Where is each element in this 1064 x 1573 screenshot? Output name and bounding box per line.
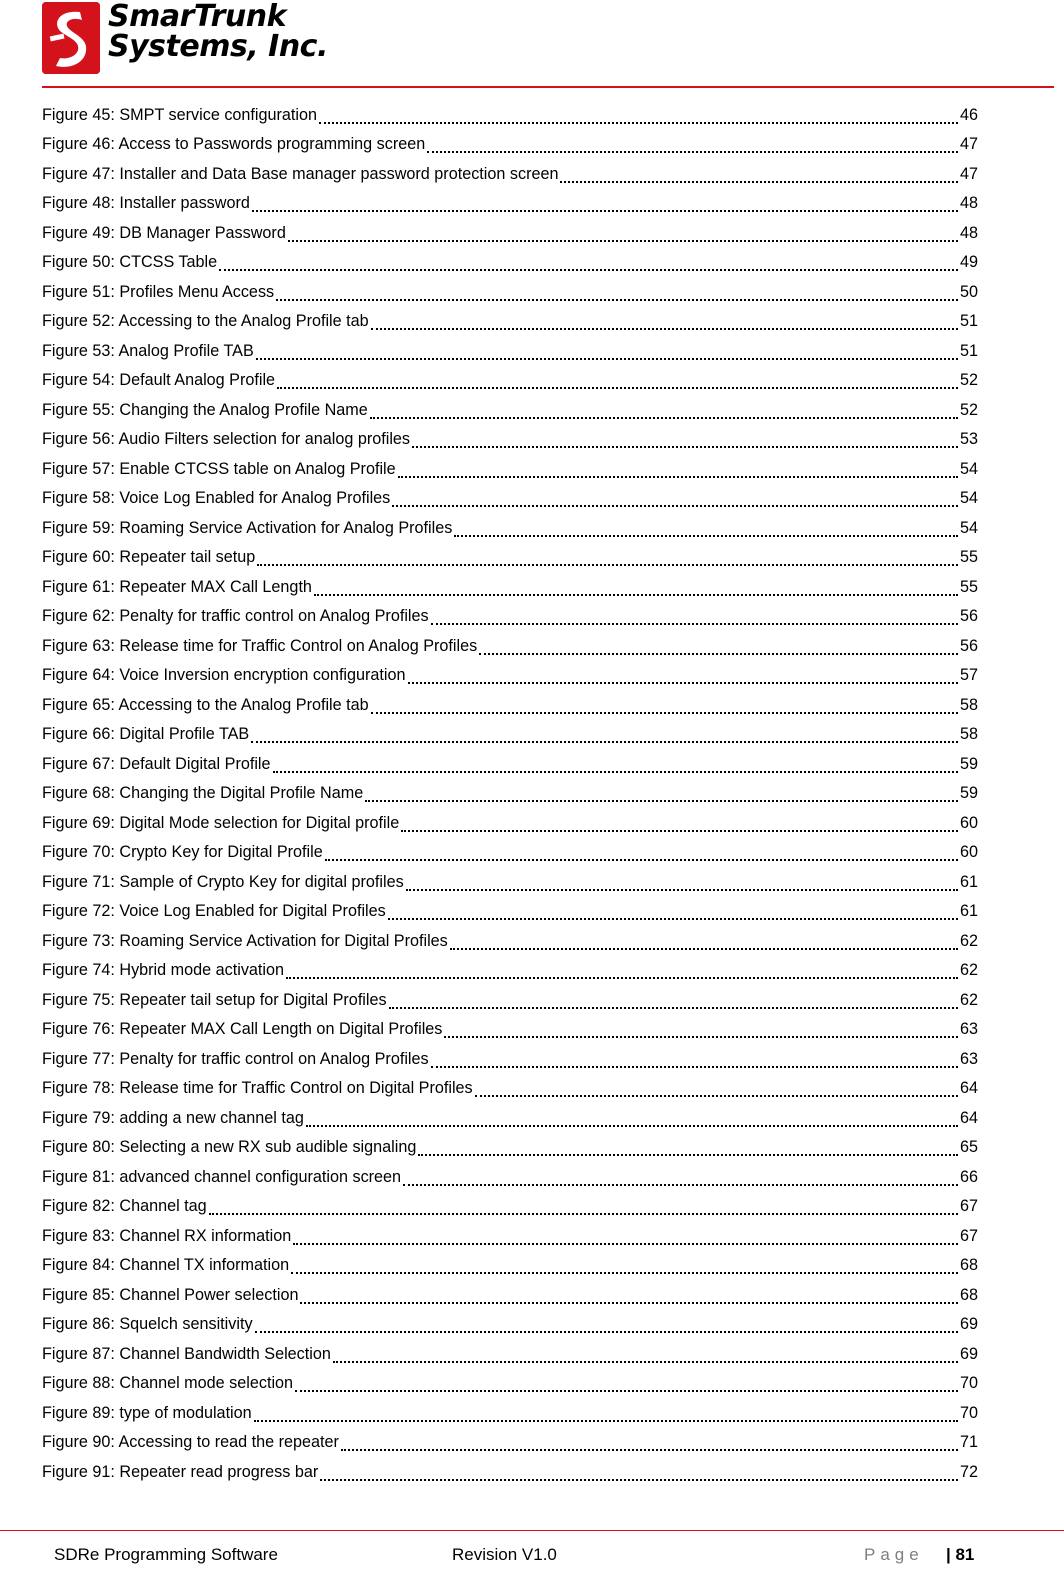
toc-entry[interactable] — [42, 484, 978, 514]
toc-entry-page: 54 — [959, 459, 978, 478]
toc-entry[interactable] — [42, 690, 978, 720]
toc-entry-label: Figure 57: Enable CTCSS table on Analog Profile — [42, 459, 396, 478]
toc-entry-label: Figure 56: Audio Filters selection for analog profiles — [42, 430, 411, 449]
toc-entry-page: 70 — [959, 1403, 978, 1422]
toc-entry-page: 49 — [959, 253, 978, 272]
toc-entry-label: Figure 50: CTCSS Table — [42, 253, 218, 272]
toc-dot-leader — [392, 505, 958, 507]
footer-doc-title: SDRe Programming Software — [54, 1545, 278, 1564]
toc-entry[interactable] — [42, 808, 978, 838]
toc-entry-label: Figure 70: Crypto Key for Digital Profile — [42, 843, 323, 862]
toc-entry-label: Figure 66: Digital Profile TAB — [42, 725, 250, 744]
toc-entry-label: Figure 86: Squelch sensitivity — [42, 1315, 253, 1334]
toc-dot-leader — [319, 122, 958, 124]
toc-dot-leader — [454, 535, 958, 537]
toc-entry-label: Figure 82: Channel tag — [42, 1197, 207, 1216]
toc-entry[interactable] — [42, 956, 978, 986]
toc-dot-leader — [306, 1125, 958, 1127]
toc-dot-leader — [325, 859, 958, 861]
toc-entry-label: Figure 87: Channel Bandwidth Selection — [42, 1344, 331, 1363]
toc-entry[interactable] — [42, 749, 978, 779]
header-divider — [42, 86, 1054, 88]
toc-entry[interactable] — [42, 425, 978, 455]
toc-entry-page: 58 — [959, 725, 978, 744]
toc-entry-page: 47 — [959, 135, 978, 154]
page-header — [0, 0, 1064, 88]
toc-entry-page: 62 — [959, 990, 978, 1009]
toc-entry-label: Figure 90: Accessing to read the repeater — [42, 1433, 339, 1452]
toc-dot-leader — [406, 889, 958, 891]
toc-entry-label: Figure 45: SMPT service configuration — [42, 105, 318, 124]
toc-entry-label: Figure 89: type of modulation — [42, 1403, 252, 1422]
toc-entry-page: 59 — [959, 754, 978, 773]
toc-dot-leader — [560, 181, 958, 183]
toc-dot-leader — [291, 1272, 958, 1274]
toc-entry-page: 56 — [959, 607, 978, 626]
toc-dot-leader — [389, 1007, 958, 1009]
toc-entry[interactable] — [42, 159, 978, 189]
toc-dot-leader — [479, 653, 958, 655]
toc-entry-page: 62 — [959, 931, 978, 950]
toc-entry-label: Figure 64: Voice Inversion encryption configuration — [42, 666, 406, 685]
toc-entry-page: 63 — [959, 1049, 978, 1068]
toc-dot-leader — [288, 240, 958, 242]
toc-entry[interactable] — [42, 1339, 978, 1369]
toc-entry-page: 65 — [959, 1138, 978, 1157]
toc-entry-label: Figure 47: Installer and Data Base manager password protection screen — [42, 164, 559, 183]
toc-entry-label: Figure 74: Hybrid mode activation — [42, 961, 285, 980]
toc-entry-label: Figure 55: Changing the Analog Profile Name — [42, 400, 368, 419]
toc-entry[interactable] — [42, 602, 978, 632]
toc-dot-leader — [370, 417, 958, 419]
toc-dot-leader — [444, 1036, 958, 1038]
toc-entry-page: 55 — [959, 577, 978, 596]
toc-entry-page: 64 — [959, 1079, 978, 1098]
toc-entry-label: Figure 75: Repeater tail setup for Digital Profiles — [42, 990, 387, 1009]
toc-entry-page: 54 — [959, 489, 978, 508]
table-of-figures — [42, 100, 978, 1487]
toc-entry[interactable] — [42, 1457, 978, 1487]
toc-dot-leader — [277, 387, 958, 389]
toc-dot-leader — [341, 1449, 958, 1451]
toc-entry-page: 57 — [959, 666, 978, 685]
toc-dot-leader — [398, 476, 958, 478]
toc-entry-label: Figure 60: Repeater tail setup — [42, 548, 256, 567]
toc-entry-page: 52 — [959, 371, 978, 390]
toc-entry-page: 71 — [959, 1433, 978, 1452]
toc-entry-page: 51 — [959, 312, 978, 331]
toc-entry-page: 68 — [959, 1256, 978, 1275]
toc-entry-page: 46 — [959, 105, 978, 124]
toc-dot-leader — [300, 1302, 958, 1304]
toc-entry-label: Figure 54: Default Analog Profile — [42, 371, 276, 390]
toc-entry[interactable] — [42, 454, 978, 484]
toc-entry-page: 61 — [959, 872, 978, 891]
toc-dot-leader — [412, 446, 958, 448]
footer-divider — [0, 1530, 1064, 1531]
toc-entry[interactable] — [42, 867, 978, 897]
toc-entry-page: 50 — [959, 282, 978, 301]
toc-entry[interactable] — [42, 277, 978, 307]
toc-entry[interactable] — [42, 543, 978, 573]
toc-entry[interactable] — [42, 985, 978, 1015]
toc-entry-page: 51 — [959, 341, 978, 360]
toc-entry-label: Figure 69: Digital Mode selection for Digital profile — [42, 813, 400, 832]
toc-dot-leader — [219, 269, 958, 271]
toc-entry[interactable] — [42, 130, 978, 160]
toc-entry-page: 48 — [959, 223, 978, 242]
smartrunk-s-logo-icon — [42, 2, 100, 74]
toc-entry[interactable] — [42, 1280, 978, 1310]
toc-entry-page: 60 — [959, 813, 978, 832]
toc-entry-page: 52 — [959, 400, 978, 419]
toc-entry[interactable] — [42, 1221, 978, 1251]
toc-entry[interactable] — [42, 395, 978, 425]
toc-entry-label: Figure 85: Channel Power selection — [42, 1285, 299, 1304]
toc-entry-label: Figure 53: Analog Profile TAB — [42, 341, 254, 360]
toc-entry[interactable] — [42, 189, 978, 219]
toc-entry-label: Figure 52: Accessing to the Analog Profile tab — [42, 312, 369, 331]
toc-entry[interactable] — [42, 897, 978, 927]
toc-entry[interactable] — [42, 631, 978, 661]
toc-entry-label: Figure 63: Release time for Traffic Control on Analog Profiles — [42, 636, 478, 655]
toc-entry-label: Figure 58: Voice Log Enabled for Analog Profiles — [42, 489, 391, 508]
toc-entry[interactable] — [42, 307, 978, 337]
toc-entry[interactable] — [42, 1428, 978, 1458]
toc-entry[interactable] — [42, 926, 978, 956]
toc-entry-label: Figure 67: Default Digital Profile — [42, 754, 271, 773]
toc-entry-label: Figure 65: Accessing to the Analog Profile tab — [42, 695, 369, 714]
toc-dot-leader — [209, 1213, 958, 1215]
toc-dot-leader — [418, 1154, 958, 1156]
toc-entry[interactable] — [42, 218, 978, 248]
toc-entry-page: 66 — [959, 1167, 978, 1186]
toc-entry-page: 64 — [959, 1108, 978, 1127]
toc-entry[interactable] — [42, 1192, 978, 1222]
toc-dot-leader — [293, 1243, 958, 1245]
toc-entry-label: Figure 81: advanced channel configuration screen — [42, 1167, 402, 1186]
toc-entry-label: Figure 73: Roaming Service Activation for Digital Profiles — [42, 931, 448, 950]
toc-entry-page: 63 — [959, 1020, 978, 1039]
toc-entry-page: 55 — [959, 548, 978, 567]
toc-entry[interactable] — [42, 1074, 978, 1104]
toc-dot-leader — [371, 328, 958, 330]
toc-dot-leader — [401, 830, 958, 832]
toc-entry-label: Figure 49: DB Manager Password — [42, 223, 286, 242]
toc-dot-leader — [333, 1361, 958, 1363]
page-footer — [0, 1545, 1064, 1569]
logo-s-glyph — [42, 2, 100, 74]
toc-entry[interactable] — [42, 838, 978, 868]
toc-entry-page: 68 — [959, 1285, 978, 1304]
toc-entry-page: 56 — [959, 636, 978, 655]
company-name — [108, 2, 328, 62]
toc-entry[interactable] — [42, 661, 978, 691]
toc-entry-label: Figure 88: Channel mode selection — [42, 1374, 294, 1393]
toc-dot-leader — [320, 1479, 958, 1481]
footer-page-word: Page — [864, 1545, 924, 1564]
toc-dot-leader — [475, 1095, 958, 1097]
toc-entry[interactable] — [42, 1251, 978, 1281]
toc-entry-label: Figure 59: Roaming Service Activation for Analog Profiles — [42, 518, 453, 537]
toc-entry-label: Figure 80: Selecting a new RX sub audible signaling — [42, 1138, 417, 1157]
toc-entry-label: Figure 68: Changing the Digital Profile Name — [42, 784, 364, 803]
toc-dot-leader — [388, 918, 958, 920]
toc-entry-page: 67 — [959, 1226, 978, 1245]
toc-dot-leader — [252, 210, 958, 212]
toc-entry-label: Figure 83: Channel RX information — [42, 1226, 292, 1245]
toc-entry[interactable] — [42, 572, 978, 602]
toc-entry[interactable] — [42, 100, 978, 130]
toc-entry[interactable] — [42, 1015, 978, 1045]
toc-dot-leader — [371, 712, 958, 714]
toc-dot-leader — [273, 771, 958, 773]
toc-dot-leader — [408, 682, 958, 684]
toc-dot-leader — [365, 800, 958, 802]
toc-dot-leader — [450, 948, 958, 950]
footer-page-number: | 81 — [946, 1545, 975, 1564]
toc-dot-leader — [431, 1066, 958, 1068]
toc-dot-leader — [257, 564, 958, 566]
toc-entry-page: 67 — [959, 1197, 978, 1216]
toc-entry-page: 61 — [959, 902, 978, 921]
toc-entry-page: 58 — [959, 695, 978, 714]
toc-entry[interactable] — [42, 1103, 978, 1133]
toc-entry-page: 70 — [959, 1374, 978, 1393]
toc-entry-label: Figure 48: Installer password — [42, 194, 250, 213]
footer-revision: Revision V1.0 — [452, 1545, 557, 1564]
toc-entry[interactable] — [42, 513, 978, 543]
toc-dot-leader — [431, 623, 958, 625]
toc-entry-page: 69 — [959, 1344, 978, 1363]
toc-dot-leader — [286, 977, 958, 979]
toc-entry[interactable] — [42, 720, 978, 750]
toc-entry-label: Figure 84: Channel TX information — [42, 1256, 290, 1275]
toc-dot-leader — [427, 151, 958, 153]
toc-entry-page: 62 — [959, 961, 978, 980]
toc-entry-page: 54 — [959, 518, 978, 537]
toc-entry-label: Figure 91: Repeater read progress bar — [42, 1462, 319, 1481]
toc-dot-leader — [314, 594, 958, 596]
toc-entry-label: Figure 61: Repeater MAX Call Length — [42, 577, 312, 596]
toc-entry-page: 69 — [959, 1315, 978, 1334]
toc-entry[interactable] — [42, 366, 978, 396]
company-name-line1: SmarTrunk — [108, 0, 287, 34]
toc-entry[interactable] — [42, 1162, 978, 1192]
company-name-line2: Systems, Inc. — [108, 29, 328, 64]
toc-dot-leader — [254, 1420, 958, 1422]
toc-entry[interactable] — [42, 336, 978, 366]
toc-entry[interactable] — [42, 1398, 978, 1428]
toc-entry[interactable] — [42, 1133, 978, 1163]
toc-entry-page: 60 — [959, 843, 978, 862]
toc-entry-page: 59 — [959, 784, 978, 803]
toc-entry-label: Figure 72: Voice Log Enabled for Digital Profiles — [42, 902, 386, 921]
toc-dot-leader — [255, 1331, 958, 1333]
toc-entry-page: 47 — [959, 164, 978, 183]
toc-entry-label: Figure 51: Profiles Menu Access — [42, 282, 275, 301]
toc-entry-page: 72 — [959, 1462, 978, 1481]
toc-entry[interactable] — [42, 1369, 978, 1399]
toc-dot-leader — [251, 741, 958, 743]
toc-entry[interactable] — [42, 248, 978, 278]
toc-dot-leader — [276, 299, 958, 301]
toc-entry-label: Figure 71: Sample of Crypto Key for digital profiles — [42, 872, 404, 891]
toc-entry-label: Figure 46: Access to Passwords programming screen — [42, 135, 426, 154]
toc-entry-page: 53 — [959, 430, 978, 449]
toc-entry-label: Figure 62: Penalty for traffic control on Analog Profiles — [42, 607, 429, 626]
toc-dot-leader — [256, 358, 958, 360]
toc-entry-label: Figure 76: Repeater MAX Call Length on Digital Profiles — [42, 1020, 443, 1039]
toc-entry-label: Figure 77: Penalty for traffic control on Analog Profiles — [42, 1049, 429, 1068]
toc-entry[interactable] — [42, 1044, 978, 1074]
toc-dot-leader — [403, 1184, 958, 1186]
toc-entry-label: Figure 79: adding a new channel tag — [42, 1108, 304, 1127]
toc-entry[interactable] — [42, 1310, 978, 1340]
toc-entry-label: Figure 78: Release time for Traffic Control on Digital Profiles — [42, 1079, 473, 1098]
toc-entry-page: 48 — [959, 194, 978, 213]
toc-dot-leader — [295, 1390, 958, 1392]
toc-entry[interactable] — [42, 779, 978, 809]
